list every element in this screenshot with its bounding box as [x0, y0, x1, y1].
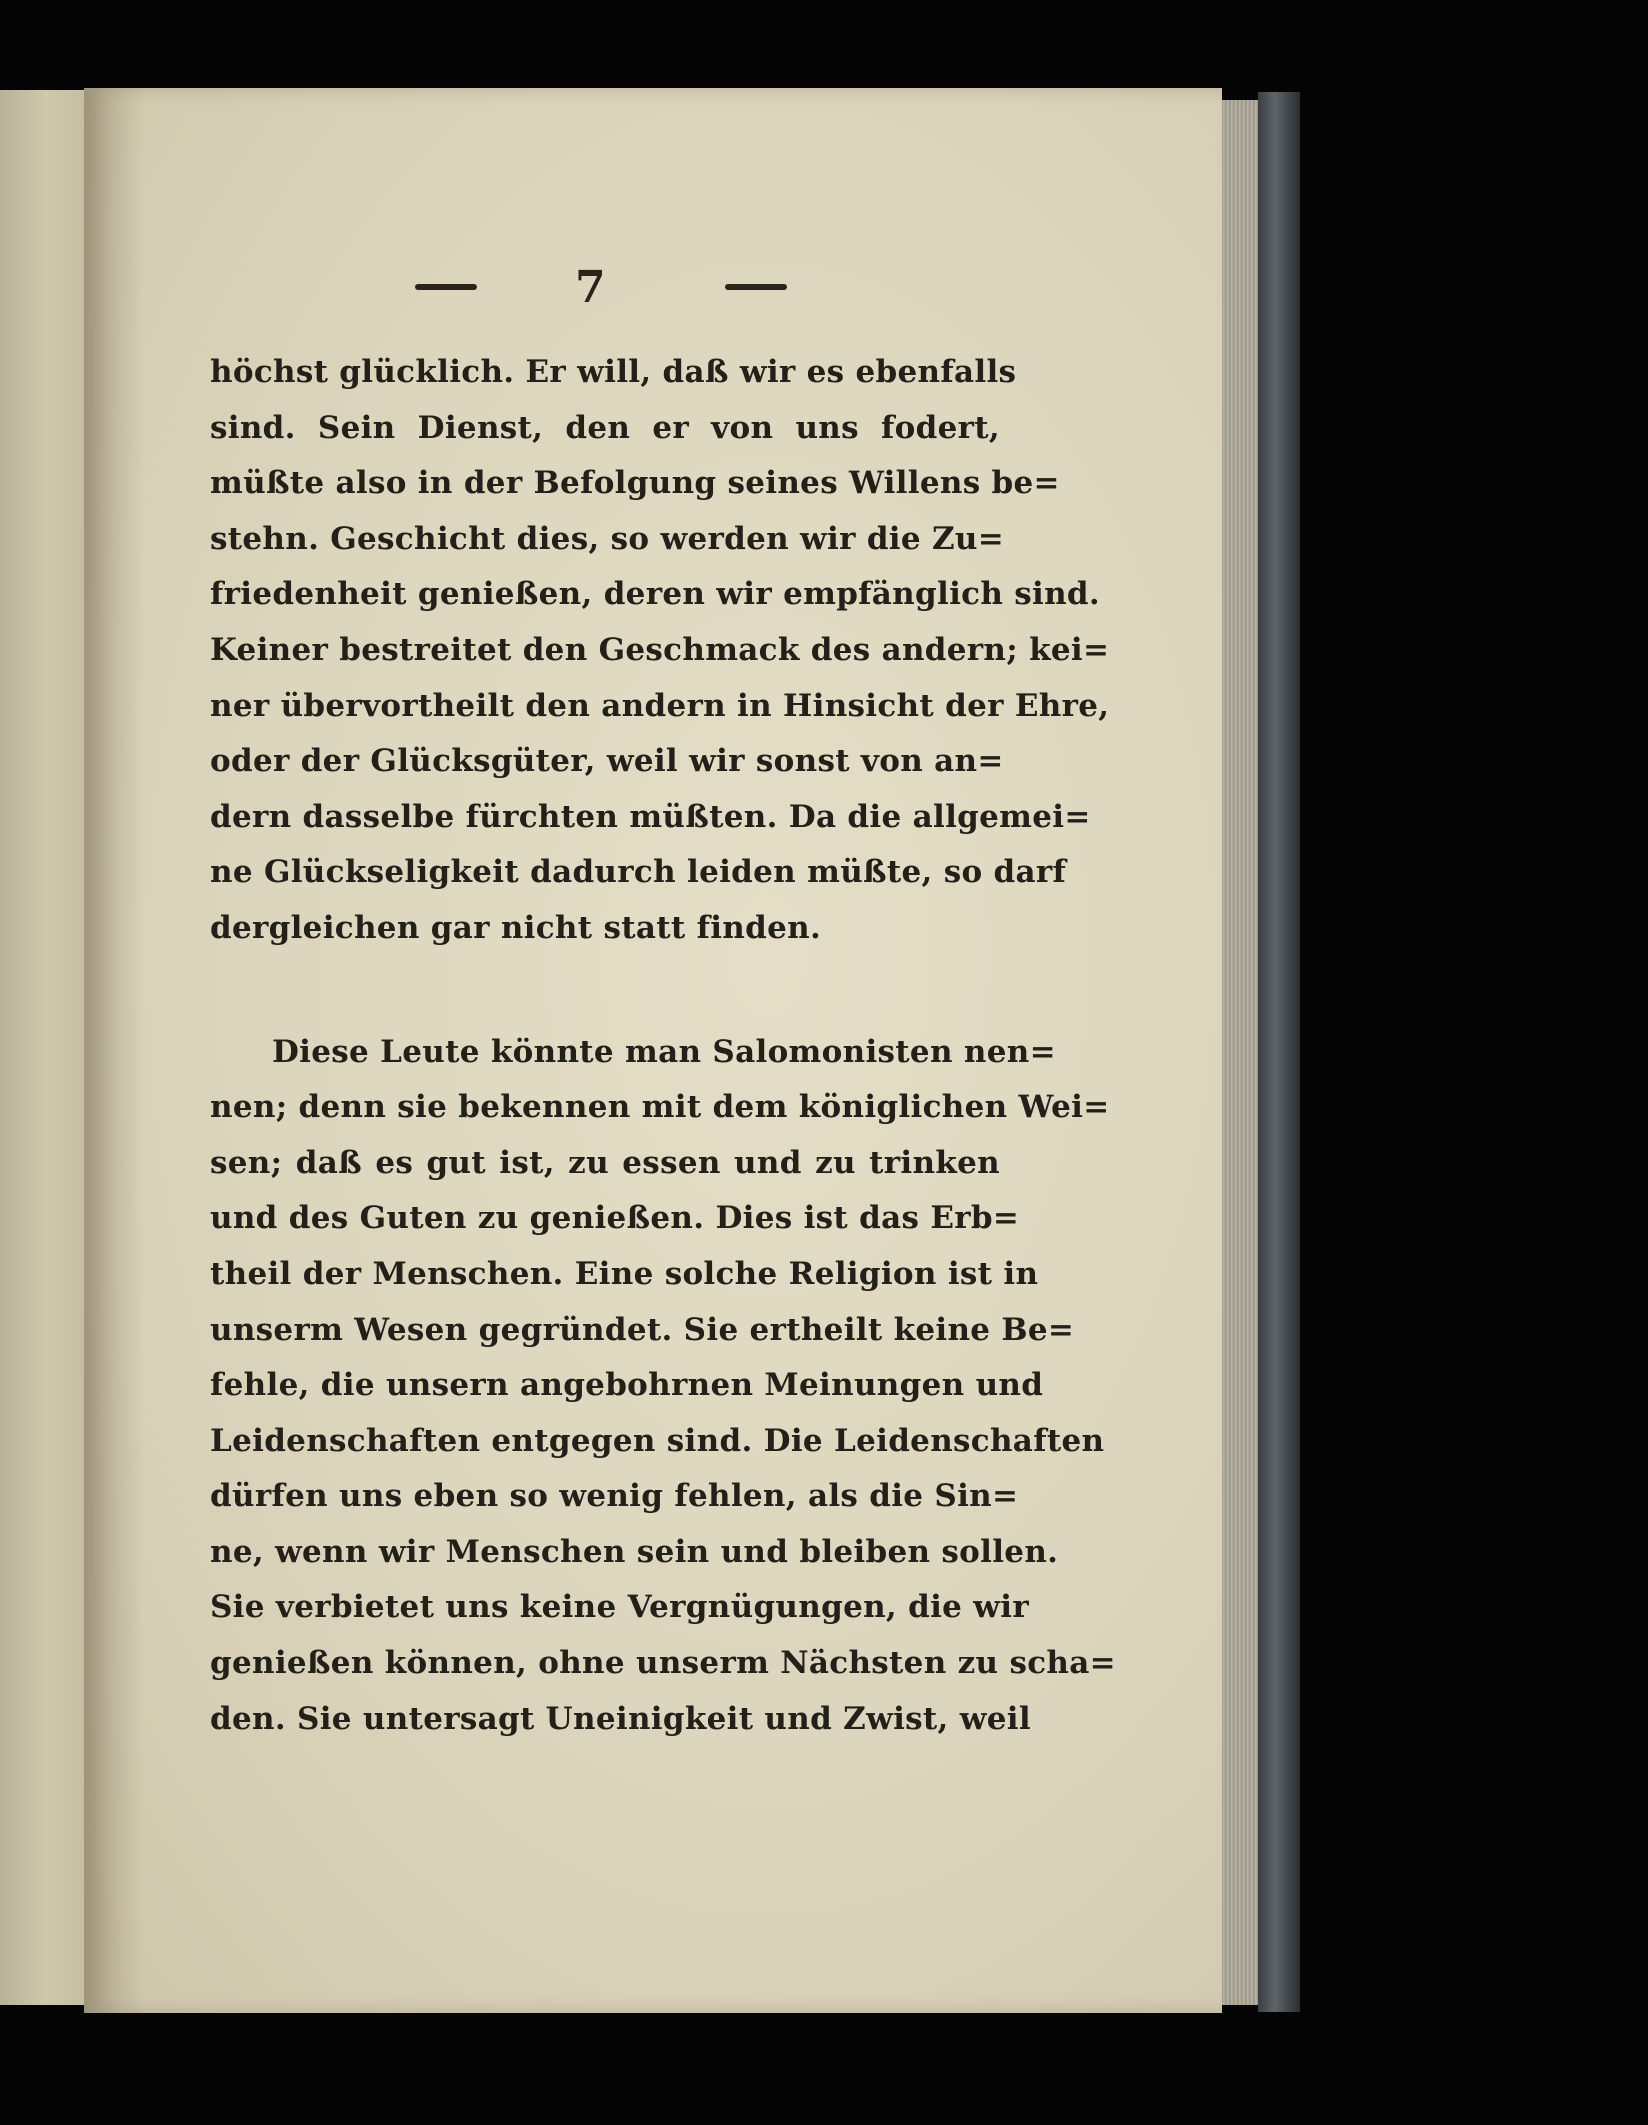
text-line: sind. Sein Dienst, den er von uns fodert,: [210, 409, 1000, 446]
text-line: dern dasselbe fürchten müßten. Da die allgemei=: [210, 798, 1091, 835]
text-line: fehle, die unsern angebohrnen Meinungen und: [210, 1367, 1044, 1404]
paragraph-2: [210, 1025, 1116, 1748]
text-line: ne Glückseligkeit dadurch leiden müßte, so darf: [210, 854, 1067, 891]
text-line: dürfen uns eben so wenig fehlen, als die Sin=: [210, 1478, 1019, 1515]
text-line: dergleichen gar nicht statt finden.: [210, 909, 822, 946]
text-line: theil der Menschen. Eine solche Religion ist in: [210, 1255, 1039, 1292]
page-block-edges: [1222, 100, 1260, 2005]
text-line: Keiner bestreitet den Geschmack des andern; kei=: [210, 631, 1110, 668]
body-text: [210, 345, 1116, 1747]
header-right-dash: [725, 284, 787, 290]
text-line: und des Guten zu genießen. Dies ist das Erb=: [210, 1200, 1020, 1237]
left-page-edge: [0, 90, 87, 2005]
text-line: höchst glücklich. Er will, daß wir es ebenfalls: [210, 354, 1017, 390]
text-line: den. Sie untersagt Uneinigkeit und Zwist, weil: [210, 1700, 1031, 1737]
text-line: genießen können, ohne unserm Nächsten zu scha=: [210, 1645, 1116, 1682]
text-line: Diese Leute könnte man Salomonisten nen=: [272, 1033, 1056, 1070]
text-line: unserm Wesen gegründet. Sie ertheilt keine Be=: [210, 1311, 1075, 1348]
text-line: oder der Glücksgüter, weil wir sonst von an=: [210, 743, 1004, 780]
header-left-dash: [415, 284, 477, 290]
text-line: müßte also in der Befolgung seines Willens be=: [210, 465, 1060, 502]
paragraph-1: [210, 345, 1110, 957]
text-line: nen; denn sie bekennen mit dem königlichen Wei=: [210, 1089, 1110, 1126]
text-line: sen; daß es gut ist, zu essen und zu trinken: [210, 1144, 1000, 1181]
text-line: ne, wenn wir Menschen sein und bleiben sollen.: [210, 1533, 1059, 1570]
page-number: 7: [575, 262, 606, 313]
text-line: stehn. Geschicht dies, so werden wir die Zu=: [210, 520, 1005, 557]
gutter-shadow: [84, 88, 144, 2013]
text-line: Leidenschaften entgegen sind. Die Leidenschaften: [210, 1422, 1105, 1459]
page-header: [395, 262, 795, 322]
text-line: Sie verbietet uns keine Vergnügungen, die wir: [210, 1589, 1029, 1626]
book-cover-edge: [1258, 92, 1300, 2012]
text-line: friedenheit genießen, deren wir empfänglich sind.: [210, 576, 1100, 613]
text-line: ner übervortheilt den andern in Hinsicht der Ehre,: [210, 687, 1110, 724]
